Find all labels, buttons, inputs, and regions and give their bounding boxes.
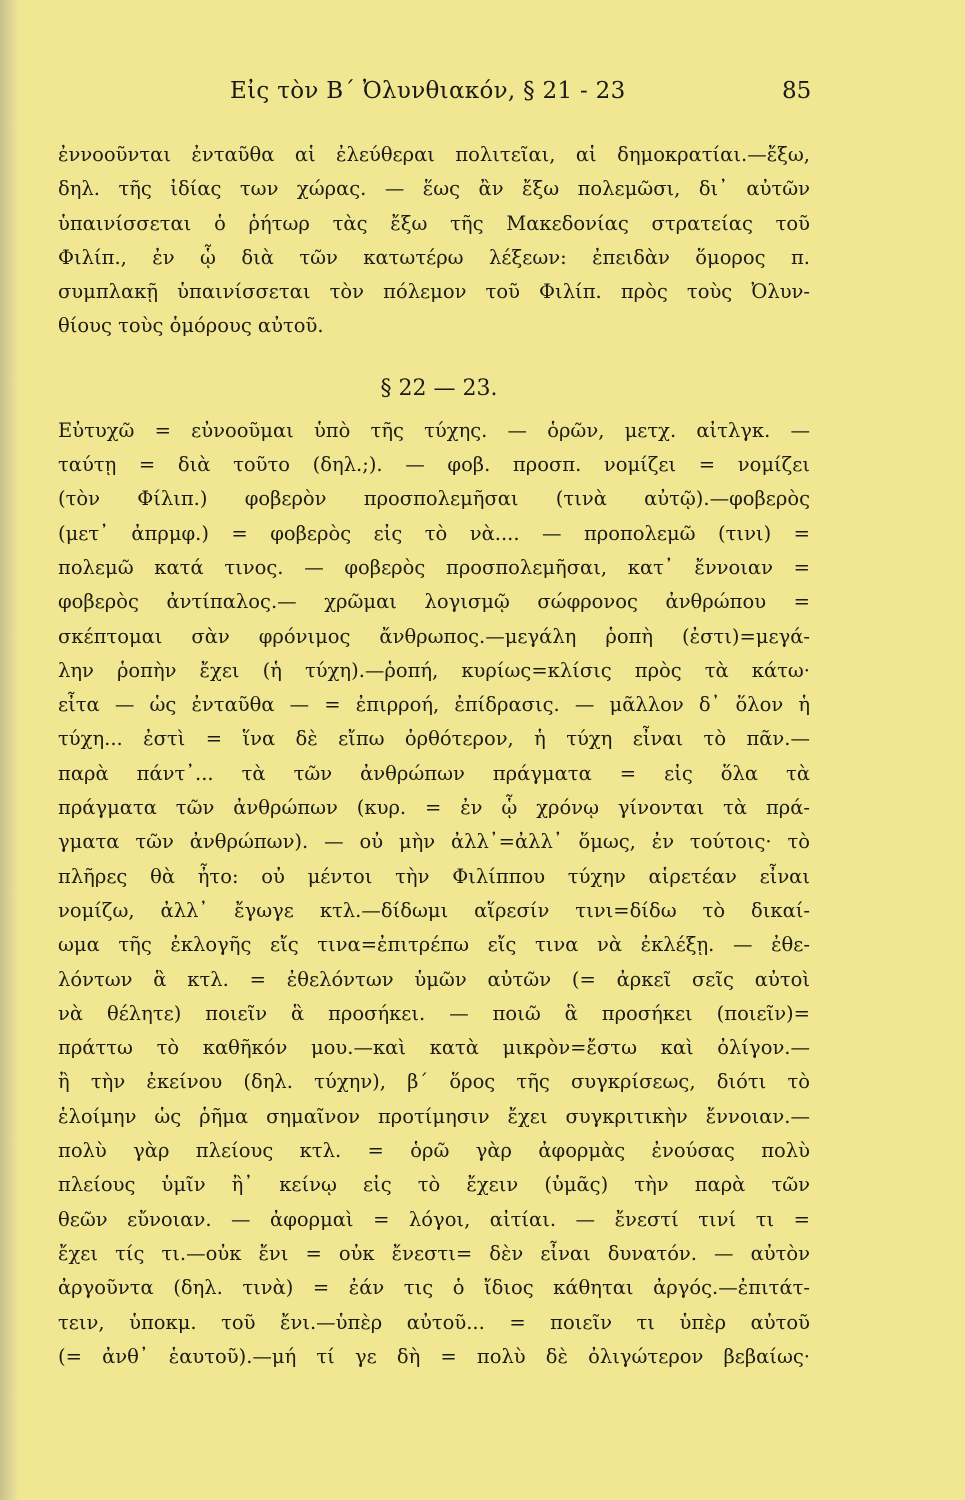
text-line-28: πολὺ γὰρ πλείους κτλ. = ὁρῶ γὰρ ἀφορμὰς ἐνούσας πολὺ [58,1139,810,1163]
text-line-15: εἶτα — ὡς ἐνταῦθα — = ἐπιρροή, ἐπίδρασις. — μᾶλλον δ᾽ ὅλον ἡ [58,693,810,717]
page-number: 85 [782,78,812,104]
text-line-29: πλείους ὑμῖν ἢ᾽ κείνῳ εἰς τὸ ἔχειν (ὑμᾶς) τὴν παρὰ τῶν [58,1173,810,1197]
text-line-21: νομίζω, ἀλλ᾽ ἔγωγε κτλ.—δίδωμι αἵρεσίν τινι=δίδω τὸ δικαί- [58,898,810,922]
text-line-22: ωμα τῆς ἐκλογῆς εἴς τινα=ἐπιτρέπω εἴς τινα νὰ ἐκλέξῃ. — ἐθε- [58,933,810,957]
text-line-7: Εὐτυχῶ = εὐνοοῦμαι ὑπὸ τῆς τύχης. — ὁρῶν, μετχ. αἰτλγκ. — [58,418,810,442]
text-line-8: ταύτῃ = διὰ τοῦτο (δηλ.;). — φοβ. προσπ. νομίζει = νομίζει [58,453,810,477]
text-line-1: ἐννοοῦνται ἐνταῦθα αἱ ἐλεύθεραι πολιτεῖαι, αἱ δημοκρατίαι.—ἔξω, [58,143,810,166]
section-heading: § 22 — 23. [380,375,498,401]
text-line-14: λην ῥοπὴν ἔχει (ἡ τύχη).—ῥοπή, κυρίως=κλίσις πρὸς τὰ κάτω· [58,658,810,682]
page-binding-shadow [0,0,18,1500]
text-line-27: ἑλοίμην ὡς ῥῆμα σημαῖνον προτίμησιν ἔχει συγκριτικὴν ἔννοιαν.— [58,1104,810,1128]
text-line-13: σκέπτομαι σὰν φρόνιμος ἄνθρωπος.—μεγάλη ῥοπὴ (ἐστι)=μεγά- [58,624,810,648]
text-line-26: ἢ τὴν ἐκείνου (δηλ. τύχην), β΄ ὅρος τῆς συγκρίσεως, διότι τὸ [58,1070,810,1094]
text-line-31: ἔχει τίς τι.—οὐκ ἔνι = οὐκ ἔνεστι= δὲν εἶναι δυνατόν. — αὐτὸν [58,1241,810,1265]
text-line-33: τειν, ὑποκμ. τοῦ ἔνι.—ὑπὲρ αὐτοῦ... = ποιεῖν τι ὑπὲρ αὐτοῦ [58,1310,810,1334]
text-line-12: φοβερὸς ἀντίπαλος.— χρῶμαι λογισμῷ σώφρονος ἀνθρώπου = [58,590,810,614]
text-line-16: τύχη... ἐστὶ = ἵνα δὲ εἴπω ὀρθότερον, ἡ τύχη εἶναι τὸ πᾶν.— [58,727,810,751]
page-header [0,78,965,118]
body-text [58,138,810,1374]
text-line-5: συμπλακῇ ὑπαινίσσεται τὸν πόλεμον τοῦ Φιλίπ. πρὸς τοὺς Ὀλυν- [58,280,810,304]
text-line-11: πολεμῶ κατά τινος. — φοβερὸς προσπολεμῆσαι, κατ᾽ ἔννοιαν = [58,555,810,579]
text-line-34: (= ἀνθ᾽ ἑαυτοῦ).—μή τί γε δὴ = πολὺ δὲ ὀλιγώτερον βεβαίως· [58,1344,810,1368]
text-line-19: γματα τῶν ἀνθρώπων). — οὐ μὴν ἀλλ᾽=ἀλλ᾽ ὅμως, ἐν τούτοις· τὸ [58,830,810,854]
text-line-10: (μετ᾽ ἀπρμφ.) = φοβερὸς εἰς τὸ νὰ.... — προπολεμῶ (τινι) = [58,521,810,545]
text-line-32: ἀργοῦντα (δηλ. τινὰ) = ἐάν τις ὁ ἴδιος κάθηται ἀργός.—ἐπιτάτ- [58,1276,810,1300]
running-head: Εἰς τὸν Β΄ Ὀλυνθιακόν, § 21 - 23 [230,78,626,104]
text-line-24: νὰ θέλητε) ποιεῖν ἃ προσήκει. — ποιῶ ἃ προσήκει (ποιεῖν)= [58,1001,810,1025]
text-line-30: θεῶν εὔνοιαν. — ἀφορμαὶ = λόγοι, αἰτίαι. — ἔνεστί τινί τι = [58,1207,810,1231]
text-line-4: Φιλίπ., ἐν ᾧ διὰ τῶν κατωτέρω λέξεων: ἐπειδὰν ὅμορος π. [58,245,810,269]
text-line-2: δηλ. τῆς ἰδίας των χώρας. — ἕως ἂν ἔξω πολεμῶσι, δι᾽ αὐτῶν [58,177,810,201]
text-line-25: πράττω τὸ καθῆκόν μου.—καὶ κατὰ μικρὸν=ἔστω καὶ ὀλίγον.— [58,1036,810,1060]
text-line-18: πράγματα τῶν ἀνθρώπων (κυρ. = ἐν ᾧ χρόνῳ γίνονται τὰ πρά- [58,796,810,820]
text-line-6: θίους τοὺς ὁμόρους αὐτοῦ. [58,314,324,338]
text-line-9: (τὸν Φίλιπ.) φοβερὸν προσπολεμῆσαι (τινὰ αὐτῷ).—φοβερὸς [58,487,810,511]
text-line-23: λόντων ἃ κτλ. = ἐθελόντων ὑμῶν αὐτῶν (= ἀρκεῖ σεῖς αὐτοὶ [58,967,810,991]
text-line-3: ὑπαινίσσεται ὁ ῥήτωρ τὰς ἔξω τῆς Μακεδονίας στρατείας τοῦ [58,211,810,235]
text-line-17: παρὰ πάντ᾽... τὰ τῶν ἀνθρώπων πράγματα = εἰς ὅλα τὰ [58,761,810,785]
text-line-20: πλῆρες θὰ ἦτο: οὐ μέντοι τὴν Φιλίππου τύχην αἱρετέαν εἶναι [58,864,810,888]
